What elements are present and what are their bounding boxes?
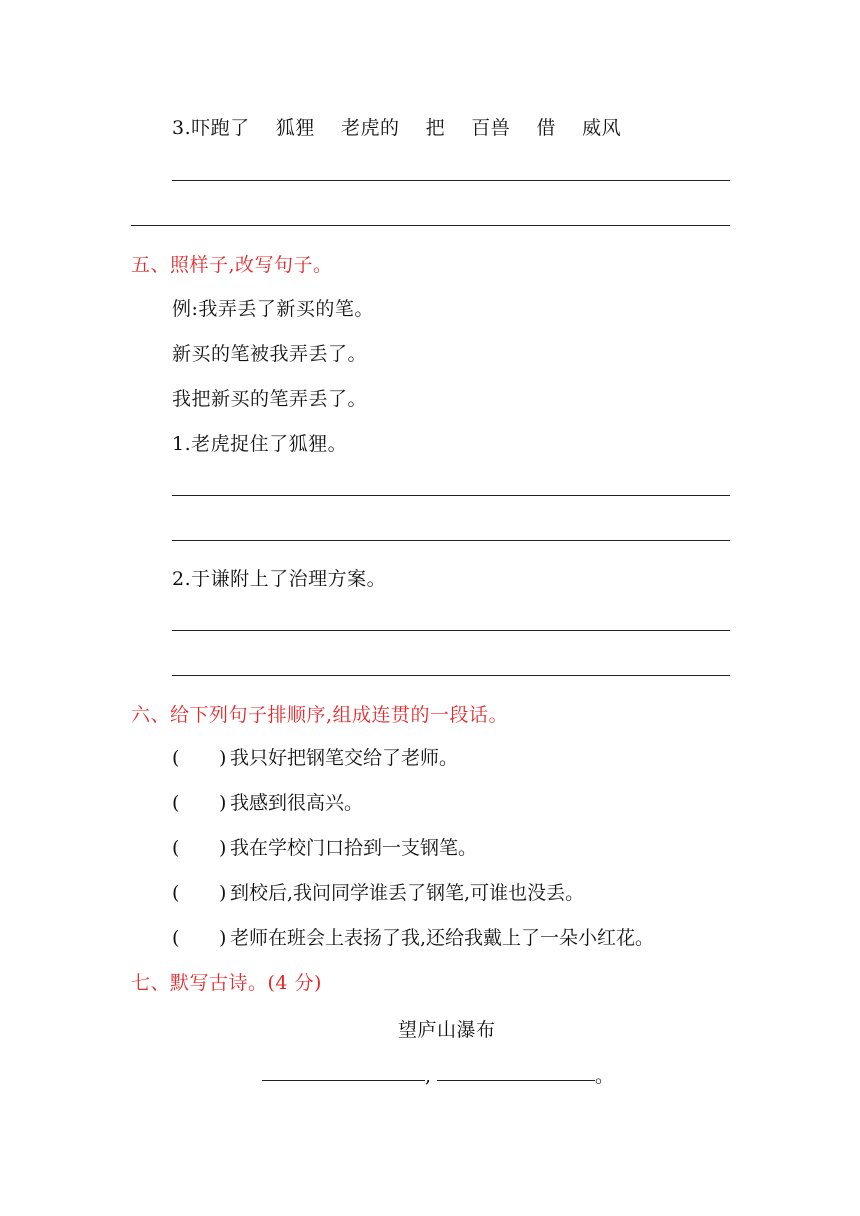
reorder-item-3: 3.吓跑了 狐狸 老虎的 把 百兽 借 威风 [172,117,622,139]
section-7-heading: 七、默写古诗。(4 分) [131,972,322,994]
order-blank-close[interactable]: ) [219,927,227,949]
answer-line[interactable] [131,225,730,226]
order-blank-close[interactable]: ) [219,882,227,904]
order-sentence: 我感到很高兴。 [230,792,364,814]
answer-line[interactable] [172,630,730,631]
order-sentence: 老师在班会上表扬了我,还给我戴上了一朵小红花。 [230,927,655,949]
example-sentence: 例:我弄丢了新买的笔。 [172,298,374,320]
poem-period: 。 [595,1065,615,1087]
order-blank-open[interactable]: ( [172,882,180,904]
rewrite-item-2: 2.于谦附上了治理方案。 [172,568,387,590]
order-sentence: 到校后,我问同学谁丢了钢笔,可谁也没丢。 [230,882,585,904]
order-blank-open[interactable]: ( [172,747,180,769]
answer-line[interactable] [172,495,730,496]
answer-line[interactable] [172,180,730,181]
order-blank-close[interactable]: ) [219,747,227,769]
order-sentence: 我只好把钢笔交给了老师。 [230,747,459,769]
order-blank-open[interactable]: ( [172,837,180,859]
answer-line[interactable] [172,540,730,541]
order-blank-close[interactable]: ) [219,792,227,814]
order-sentence: 我在学校门口拾到一支钢笔。 [230,837,478,859]
section-5-heading: 五、照样子,改写句子。 [131,254,333,276]
poem-blank-2[interactable] [437,1080,595,1081]
poem-title: 望庐山瀑布 [398,1019,496,1041]
order-blank-close[interactable]: ) [219,837,227,859]
example-ba-sentence: 我把新买的笔弄丢了。 [172,388,368,410]
poem-comma: , [425,1065,432,1087]
answer-line[interactable] [172,675,730,676]
order-blank-open[interactable]: ( [172,927,180,949]
poem-blank-1[interactable] [262,1080,425,1081]
example-passive-sentence: 新买的笔被我弄丢了。 [172,343,368,365]
rewrite-item-1: 1.老虎捉住了狐狸。 [172,433,348,455]
order-blank-open[interactable]: ( [172,792,180,814]
section-6-heading: 六、给下列句子排顺序,组成连贯的一段话。 [131,704,509,726]
